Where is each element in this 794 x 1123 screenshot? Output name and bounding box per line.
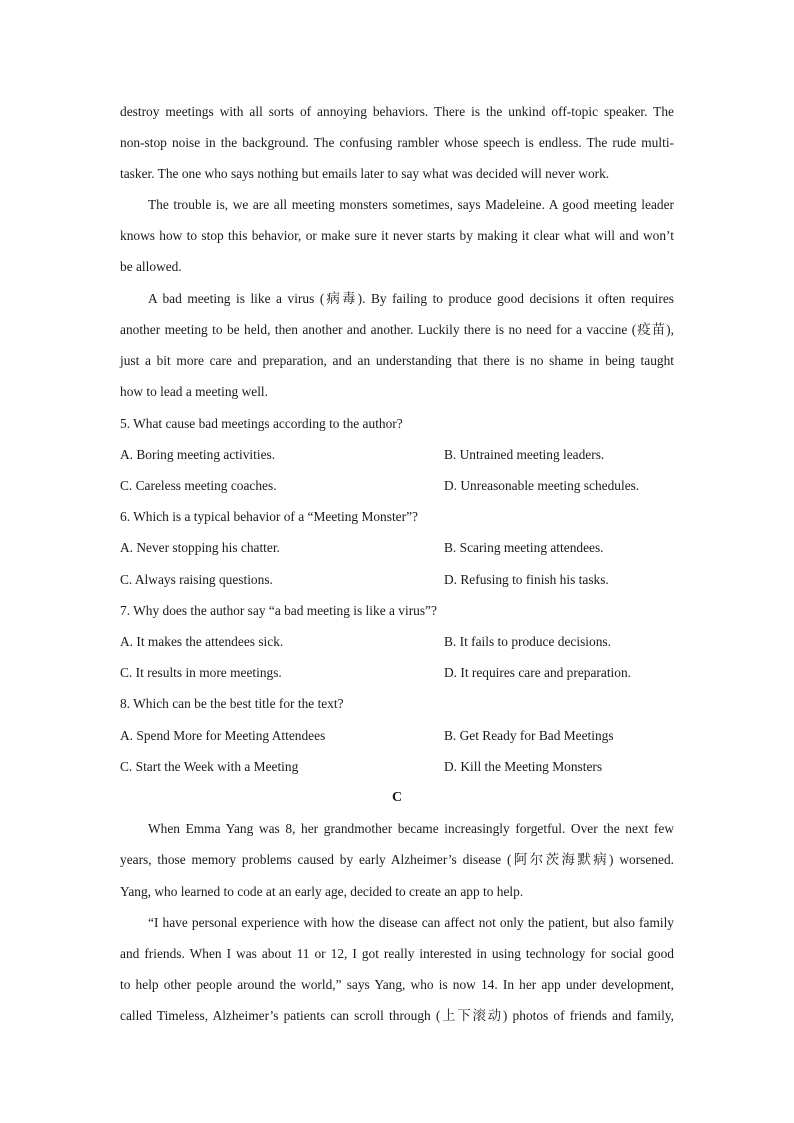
- option-d: D. Kill the Meeting Monsters: [444, 759, 603, 774]
- passage-c-line: called Timeless, Alzheimer’s patients can scroll through (上下滚动) photos of friends and family,: [120, 1008, 674, 1023]
- passage-b-line: knows how to stop this behavior, or make sure it never starts by making it clear what will and won’t: [120, 228, 674, 243]
- option-a: A. Spend More for Meeting Attendees: [120, 728, 326, 743]
- passage-b-line: tasker. The one who says nothing but emails later to say what was decided will never work.: [120, 166, 610, 181]
- question-stem: 7. Why does the author say “a bad meeting is like a virus”?: [120, 603, 437, 618]
- section-heading: C: [391, 790, 403, 805]
- option-d: D. It requires care and preparation.: [444, 665, 632, 680]
- passage-c-line: “I have personal experience with how the disease can affect not only the patient, but also family: [148, 915, 674, 930]
- option-row: [120, 634, 674, 650]
- option-c: C. Careless meeting coaches.: [120, 478, 277, 493]
- passage-b-line: The trouble is, we are all meeting monsters sometimes, says Madeleine. A good meeting leader: [148, 197, 674, 212]
- option-row: [120, 759, 674, 775]
- option-row: [120, 478, 674, 494]
- option-a: A. Never stopping his chatter.: [120, 540, 280, 555]
- option-d: D. Unreasonable meeting schedules.: [444, 478, 640, 493]
- option-b: B. Scaring meeting attendees.: [444, 540, 604, 555]
- passage-b-line: be allowed.: [120, 259, 182, 274]
- option-row: [120, 572, 674, 588]
- option-b: B. It fails to produce decisions.: [444, 634, 611, 649]
- option-row: [120, 540, 674, 556]
- option-b: B. Untrained meeting leaders.: [444, 447, 605, 462]
- passage-c-line: and friends. When I was about 11 or 12, I got really interested in using technology for social good: [120, 946, 674, 961]
- passage-c-line: to help other people around the world,” says Yang, who is now 14. In her app under development,: [120, 977, 674, 992]
- option-b: B. Get Ready for Bad Meetings: [444, 728, 614, 743]
- passage-b-line: destroy meetings with all sorts of annoying behaviors. There is the unkind off-topic speaker. The: [120, 104, 674, 119]
- option-d: D. Refusing to finish his tasks.: [444, 572, 609, 587]
- option-row: [120, 447, 674, 463]
- question-stem: 5. What cause bad meetings according to the author?: [120, 416, 403, 431]
- option-a: A. It makes the attendees sick.: [120, 634, 284, 649]
- passage-b-line: just a bit more care and preparation, and an understanding that there is no shame in being taught: [120, 353, 674, 368]
- option-row: [120, 728, 674, 744]
- option-c: C. Always raising questions.: [120, 572, 273, 587]
- passage-c-line: Yang, who learned to code at an early age, decided to create an app to help.: [120, 884, 524, 899]
- option-row: [120, 665, 674, 681]
- question-stem: 8. Which can be the best title for the text?: [120, 696, 344, 711]
- passage-b-line: how to lead a meeting well.: [120, 384, 268, 399]
- passage-b-line: non-stop noise in the background. The confusing rambler whose speech is endless. The rude multi-: [120, 135, 674, 150]
- question-stem: 6. Which is a typical behavior of a “Meeting Monster”?: [120, 509, 418, 524]
- option-a: A. Boring meeting activities.: [120, 447, 276, 462]
- passage-b-line: A bad meeting is like a virus (病毒). By failing to produce good decisions it often requires: [148, 291, 674, 306]
- passage-c-line: When Emma Yang was 8, her grandmother became increasingly forgetful. Over the next few: [148, 821, 674, 836]
- option-c: C. It results in more meetings.: [120, 665, 282, 680]
- option-c: C. Start the Week with a Meeting: [120, 759, 299, 774]
- passage-b-line: another meeting to be held, then another and another. Luckily there is no need for a vaccine (疫苗),: [120, 322, 674, 337]
- passage-c-line: years, those memory problems caused by early Alzheimer’s disease (阿尔茨海默病) worsened.: [120, 852, 674, 867]
